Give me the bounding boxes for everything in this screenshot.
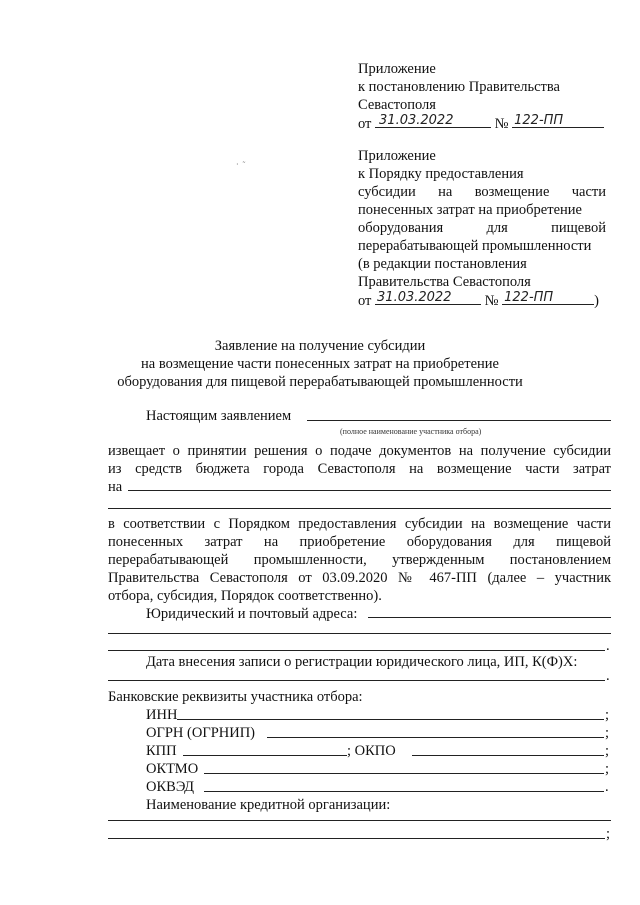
date-field <box>375 291 481 305</box>
registration-end-dot: . <box>606 668 610 684</box>
intro-hint: (полное наименование участника отбора) <box>340 427 482 436</box>
appendix-1-date-line <box>358 114 604 133</box>
number-field <box>502 291 594 305</box>
p2-line-5: отбора, субсидия, Порядок соответственно). <box>108 588 382 604</box>
okpo-fill-line <box>412 755 604 756</box>
kpp-label: КПП <box>146 743 177 759</box>
intro-label: Настоящим заявлением <box>146 408 292 424</box>
ogrn-semicolon: ; <box>605 725 610 741</box>
p1-line-1: извещает о принятии решения о подаче документов на получение субсидии <box>108 443 611 459</box>
okved-end-dot: . <box>605 779 609 795</box>
oktmo-fill-line <box>204 773 604 774</box>
oktmo-semicolon: ; <box>605 761 610 777</box>
appendix-1-line-3: Севастополя <box>358 97 436 113</box>
appendix-1-line-1: Приложение <box>358 61 436 77</box>
okpo-semicolon: ; <box>605 743 610 759</box>
title-line-3: оборудования для пищевой перерабатывающей промышленности <box>117 374 523 390</box>
credit-org-fill-line-1 <box>108 820 611 821</box>
appendix-2-line-5: оборудования для пищевой <box>358 220 606 236</box>
address-end-dot: . <box>606 638 610 654</box>
ogrn-fill-line <box>267 737 604 738</box>
kpp-fill-line <box>183 755 347 756</box>
p1-line-3: на <box>108 479 123 495</box>
title-line-1: Заявление на получение субсидии <box>214 338 426 354</box>
number-sign: № <box>494 116 509 132</box>
okpo-label: ; ОКПО <box>347 743 396 759</box>
p2-line-4: Правительства Севастополя от 03.09.2020 № 467-ПП (далее – участник <box>108 570 611 586</box>
title-line-2: на возмещение части понесенных затрат на приобретение <box>141 356 499 372</box>
registration-fill-line <box>108 680 605 681</box>
purpose-fill-line <box>128 490 611 491</box>
address-fill-line-3 <box>108 650 605 651</box>
appendix-2-line-3: субсидии на возмещение части <box>358 184 606 200</box>
credit-org-semicolon: ; <box>606 826 611 842</box>
okved-label: ОКВЭД <box>146 779 195 795</box>
appendix-2-line-2: к Порядку предоставления <box>358 166 524 182</box>
appendix-2-line-4: понесенных затрат на приобретение <box>358 202 582 218</box>
date-value: 31.03.2022 <box>377 290 452 305</box>
registration-label: Дата внесения записи о регистрации юридического лица, ИП, К(Ф)Х: <box>146 654 578 670</box>
intro-fill-line <box>307 420 611 421</box>
credit-org-label: Наименование кредитной организации: <box>146 797 391 813</box>
stray-mark: · ˜ <box>236 160 246 169</box>
ogrn-label: ОГРН (ОГРНИП) <box>146 725 256 741</box>
inn-semicolon: ; <box>605 707 610 723</box>
appendix-2-date-line <box>358 291 599 310</box>
p2-line-2: понесенных затрат на приобретение оборудования для пищевой <box>108 534 611 550</box>
appendix-2-line-8: Правительства Севастополя <box>358 274 531 290</box>
date-value: 31.03.2022 <box>379 113 454 128</box>
number-value: 122-ПП <box>514 113 564 128</box>
purpose-fill-line-2 <box>108 508 611 509</box>
p2-line-1: в соответствии с Порядком предоставления субсидии на возмещение части <box>108 516 611 532</box>
appendix-2-line-7: (в редакции постановления <box>358 256 527 272</box>
okved-fill-line <box>204 791 604 792</box>
from-label: от <box>358 116 372 132</box>
from-label: от <box>358 293 372 309</box>
credit-org-fill-line-2 <box>108 838 605 839</box>
p1-line-2: из средств бюджета города Севастополя на возмещение части затрат <box>108 461 611 477</box>
appendix-1-line-2: к постановлению Правительства <box>358 79 560 95</box>
inn-label: ИНН <box>146 707 178 723</box>
address-label: Юридический и почтовый адреса: <box>146 606 358 622</box>
address-fill-line-2 <box>108 633 611 634</box>
number-value: 122-ПП <box>504 290 554 305</box>
closing-paren: ) <box>594 293 599 309</box>
number-sign: № <box>484 293 499 309</box>
oktmo-label: ОКТМО <box>146 761 199 777</box>
number-field <box>512 114 604 128</box>
appendix-2-line-1: Приложение <box>358 148 436 164</box>
appendix-2-line-6: перерабатывающей промышленности <box>358 238 592 254</box>
bank-label: Банковские реквизиты участника отбора: <box>108 689 363 705</box>
address-fill-line-1 <box>368 617 611 618</box>
inn-fill-line <box>177 719 604 720</box>
p2-line-3: перерабатывающей промышленности, утвержденным постановлением <box>108 552 611 568</box>
date-field <box>375 114 491 128</box>
